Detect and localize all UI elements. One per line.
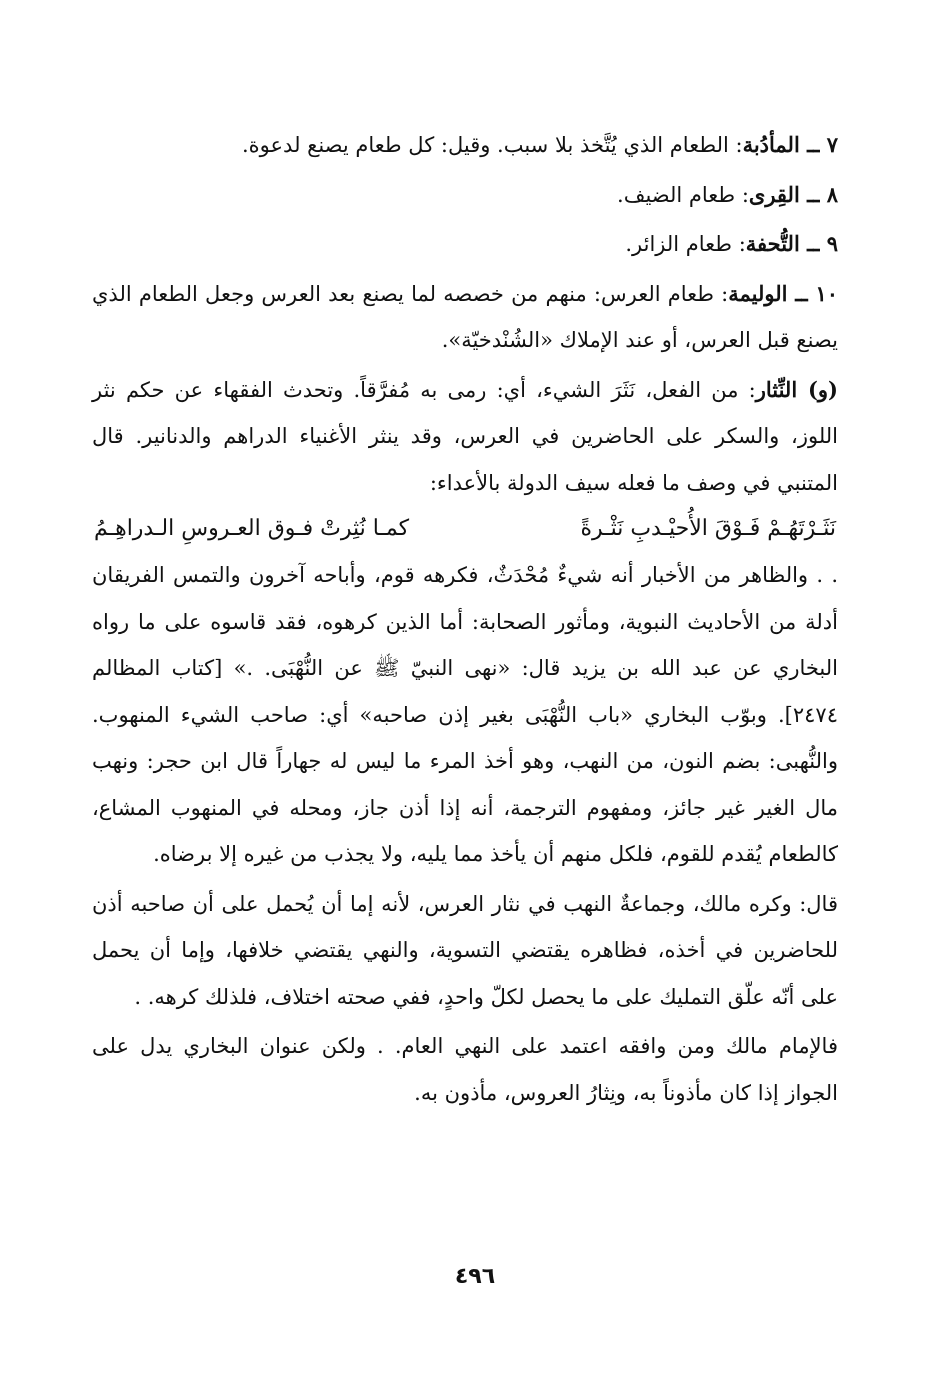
- term-label: ١٠ ــ الوليمة: [728, 280, 838, 306]
- definition-maduba: [92, 122, 838, 169]
- verse-second-hemistich: كمـا نُثِرتْ فـوق العـروسِ الـدراهِـمُ: [94, 516, 410, 541]
- definition-tuhfa: [92, 221, 838, 268]
- body-text: [92, 122, 838, 1116]
- definition-text: : طعام الزائر.: [625, 232, 746, 256]
- definition-text: : طعام العرس: منهم من خصصه لما يصنع بعد العرس وجعل الطعام الذي يصنع قبل العرس، أو عند الإملاك «الشُنْدخيّة».: [92, 281, 838, 352]
- definition-walima: [92, 271, 838, 364]
- poetry-verse: [92, 506, 838, 552]
- definition-text: : من الفعل، نَثَرَ الشيء، أي: رمى به مُفرَّقاً. وتحدث الفقهاء عن حكم نثر اللوز، والسكر على الحاضرين في العرس، وقد ينثر الأغنياء الدراهم والدنانير. قال المتنبي في وصف ما فعله سيف الدولة بالأعداء:: [92, 377, 838, 495]
- definition-text: : الطعام الذي يُتَّخذ بلا سبب. وقيل: كل طعام يصنع لدعوة.: [241, 133, 743, 157]
- term-label: (و) النِّثار: [755, 376, 838, 402]
- paragraph-discussion: . . والظاهر من الأخبار أنه شيءٌ مُحْدَثٌ، فكرهه قوم، وأباحه آخرون والتمس الفريقان أدلة من الأحاديث النبوية، ومأثور الصحابة: أما الذين كرهوه، فقد قاسوه على ما رواه البخاري عن عبد الله بن يزيد قال: «نهى النبيّ ﷺ عن النُّهْبَى. .» [كتاب المظالم ٢٤٧٤]. وبوّب البخاري «باب النُّهْبَى بغير إذن صاحبه» أي: صاحب الشيء المنهوب. والنُّهبى: بضم النون، من النهب، وهو أخذ المرء ما ليس له جهاراً قال ابن حجر: ونهب مال الغير غير جائز، ومفهوم الترجمة، أنه إذا أذن جاز، ومحله في المنهوب المشاع، كالطعام يُقدم للقوم، فلكل منهم أن يأخذ مما يليه، ولا يجذب من غيره إلا برضاه.: [92, 563, 838, 866]
- definition-text: : طعام الضيف.: [617, 182, 749, 207]
- term-label: ٧ ــ المأدُبة: [742, 132, 838, 157]
- page-number: ٤٩٦: [454, 1264, 496, 1289]
- paragraph-malik-opinion: قال: وكره مالك، وجماعةٌ النهب في نثار العرس، لأنه إما أن يُحمل على أن صاحبه أذن للحاضرين في أخذه، فظاهره يقتضي التسوية، والنهي يقتضي خلافها، وإما أن يحمل على أنّه علّق التمليك على ما يحصل لكلّ واحدٍ، ففي صحته اختلاف، فلذلك كرهه. .: [92, 891, 838, 1009]
- definition-qira: [92, 172, 838, 219]
- term-label: ٩ ــ التُّحفة: [745, 231, 838, 256]
- definition-nithar: [92, 367, 838, 507]
- paragraph-conclusion: فالإمام مالك ومن وافقه اعتمد على النهي العام. . ولكن عنوان البخاري يدل على الجواز إذا كان مأذوناً به، ونِثارُ العروس، مأذون به.: [92, 1034, 838, 1105]
- term-label: ٨ ــ القِرى: [748, 181, 838, 207]
- verse-first-hemistich: نَثَـرْتَهُـمْ فَـوْقَ الأُحيْـدبِ نَثْـرةً: [580, 516, 836, 541]
